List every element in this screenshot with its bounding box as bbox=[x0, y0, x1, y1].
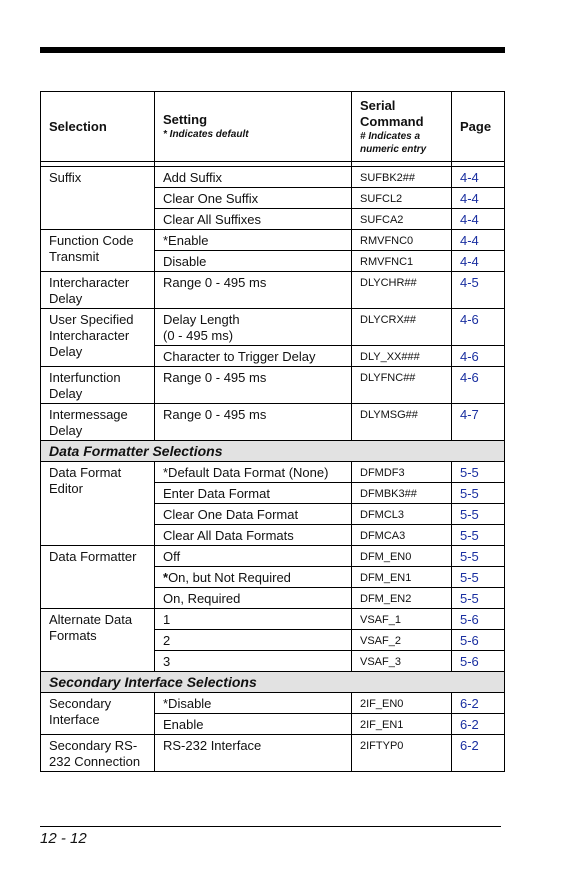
setting-line: Delay Length bbox=[163, 312, 240, 327]
command-cell: SUFCA2 bbox=[352, 209, 452, 230]
selection-cell: Intermessage Delay bbox=[41, 404, 155, 441]
command-cell: DLYCRX## bbox=[352, 309, 452, 346]
page-link[interactable]: 5-5 bbox=[452, 588, 505, 609]
setting-cell: Clear One Suffix bbox=[155, 188, 352, 209]
header-command-line1: Serial bbox=[360, 97, 396, 113]
table-row bbox=[41, 404, 505, 441]
default-marker: * bbox=[163, 570, 169, 585]
selection-cell: Data Formatter bbox=[41, 546, 155, 609]
selection-cell: Secondary Interface bbox=[41, 693, 155, 735]
serial-command-table bbox=[40, 91, 505, 772]
header-setting bbox=[155, 92, 352, 162]
command-cell: VSAF_3 bbox=[352, 651, 452, 672]
selection-cell: Function Code Transmit bbox=[41, 230, 155, 272]
header-page: Page bbox=[452, 92, 505, 162]
setting-cell: 3 bbox=[155, 651, 352, 672]
setting-cell: RS-232 Interface bbox=[155, 735, 352, 772]
table-row bbox=[41, 693, 505, 714]
setting-cell: *Disable bbox=[155, 693, 352, 714]
header-selection: Selection bbox=[41, 92, 155, 162]
command-cell: DLY_XX### bbox=[352, 346, 452, 367]
table-row bbox=[41, 735, 505, 772]
command-cell: VSAF_2 bbox=[352, 630, 452, 651]
command-cell: DFM_EN0 bbox=[352, 546, 452, 567]
section-header-row bbox=[41, 441, 505, 462]
table-row bbox=[41, 230, 505, 251]
page-link[interactable]: 4-6 bbox=[452, 309, 505, 346]
table-header-row bbox=[41, 92, 505, 162]
setting-cell: *Enable bbox=[155, 230, 352, 251]
page-link[interactable]: 4-6 bbox=[452, 367, 505, 404]
page-link[interactable]: 4-6 bbox=[452, 346, 505, 367]
setting-text: On, but Not Required bbox=[168, 570, 291, 585]
setting-cell: Range 0 - 495 ms bbox=[155, 404, 352, 441]
page-link[interactable]: 6-2 bbox=[452, 693, 505, 714]
command-cell: RMVFNC0 bbox=[352, 230, 452, 251]
page-link[interactable]: 4-7 bbox=[452, 404, 505, 441]
command-cell: 2IFTYP0 bbox=[352, 735, 452, 772]
page-link[interactable]: 4-4 bbox=[452, 167, 505, 188]
command-cell: DFM_EN2 bbox=[352, 588, 452, 609]
table-row bbox=[41, 367, 505, 404]
page-link[interactable]: 5-6 bbox=[452, 630, 505, 651]
header-command-line2: Command bbox=[360, 113, 424, 129]
header-setting-label: Setting bbox=[163, 112, 208, 127]
selection-cell: Alternate Data Formats bbox=[41, 609, 155, 672]
top-rule bbox=[40, 47, 505, 53]
selection-cell: Interfunction Delay bbox=[41, 367, 155, 404]
command-cell: DFMCL3 bbox=[352, 504, 452, 525]
table-row bbox=[41, 309, 505, 346]
page-link[interactable]: 6-2 bbox=[452, 714, 505, 735]
page-link[interactable]: 4-5 bbox=[452, 272, 505, 309]
page-link[interactable]: 5-5 bbox=[452, 567, 505, 588]
command-cell: RMVFNC1 bbox=[352, 251, 452, 272]
page-link[interactable]: 4-4 bbox=[452, 209, 505, 230]
command-cell: DLYFNC## bbox=[352, 367, 452, 404]
setting-cell: Range 0 - 495 ms bbox=[155, 367, 352, 404]
section-title: Data Formatter Selections bbox=[41, 441, 505, 462]
page-link[interactable]: 6-2 bbox=[452, 735, 505, 772]
table-row bbox=[41, 462, 505, 483]
page-link[interactable]: 4-4 bbox=[452, 230, 505, 251]
setting-cell: Range 0 - 495 ms bbox=[155, 272, 352, 309]
setting-cell: Clear One Data Format bbox=[155, 504, 352, 525]
page-link[interactable]: 5-6 bbox=[452, 609, 505, 630]
selection-cell: Suffix bbox=[41, 167, 155, 230]
table-row bbox=[41, 609, 505, 630]
command-cell: VSAF_1 bbox=[352, 609, 452, 630]
page-link[interactable]: 5-5 bbox=[452, 483, 505, 504]
selection-cell: Intercharacter Delay bbox=[41, 272, 155, 309]
section-header-row bbox=[41, 672, 505, 693]
command-cell: SUFCL2 bbox=[352, 188, 452, 209]
setting-cell bbox=[155, 567, 352, 588]
command-cell: DFMCA3 bbox=[352, 525, 452, 546]
setting-cell: Character to Trigger Delay bbox=[155, 346, 352, 367]
page-link[interactable]: 5-6 bbox=[452, 651, 505, 672]
command-cell: DLYCHR## bbox=[352, 272, 452, 309]
command-cell: SUFBK2## bbox=[352, 167, 452, 188]
page-link[interactable]: 5-5 bbox=[452, 546, 505, 567]
setting-cell: 1 bbox=[155, 609, 352, 630]
command-cell: DFMBK3## bbox=[352, 483, 452, 504]
command-cell: DFMDF3 bbox=[352, 462, 452, 483]
page-link[interactable]: 5-5 bbox=[452, 462, 505, 483]
setting-cell: Add Suffix bbox=[155, 167, 352, 188]
command-cell: 2IF_EN1 bbox=[352, 714, 452, 735]
setting-cell bbox=[155, 309, 352, 346]
table-row bbox=[41, 167, 505, 188]
selection-cell: Secondary RS-232 Connection bbox=[41, 735, 155, 772]
page-link[interactable]: 5-5 bbox=[452, 504, 505, 525]
header-command bbox=[352, 92, 452, 162]
setting-cell: Clear All Data Formats bbox=[155, 525, 352, 546]
setting-cell: Enable bbox=[155, 714, 352, 735]
page-link[interactable]: 5-5 bbox=[452, 525, 505, 546]
header-command-note: # Indicates a numeric entry bbox=[360, 130, 427, 155]
header-setting-note: * Indicates default bbox=[163, 129, 249, 140]
table-row bbox=[41, 272, 505, 309]
setting-cell: On, Required bbox=[155, 588, 352, 609]
setting-cell: *Default Data Format (None) bbox=[155, 462, 352, 483]
setting-cell: Enter Data Format bbox=[155, 483, 352, 504]
section-title: Secondary Interface Selections bbox=[41, 672, 505, 693]
selection-cell: Data Format Editor bbox=[41, 462, 155, 546]
setting-cell: Clear All Suffixes bbox=[155, 209, 352, 230]
page-link[interactable]: 4-4 bbox=[452, 251, 505, 272]
page-number: 12 - 12 bbox=[40, 830, 87, 847]
setting-cell: 2 bbox=[155, 630, 352, 651]
command-cell: DLYMSG## bbox=[352, 404, 452, 441]
command-cell: 2IF_EN0 bbox=[352, 693, 452, 714]
footer-rule bbox=[40, 826, 501, 827]
selection-cell: User Specified Intercharacter Delay bbox=[41, 309, 155, 367]
command-cell: DFM_EN1 bbox=[352, 567, 452, 588]
setting-cell: Disable bbox=[155, 251, 352, 272]
setting-line: (0 - 495 ms) bbox=[163, 328, 234, 343]
table-row bbox=[41, 546, 505, 567]
setting-cell: Off bbox=[155, 546, 352, 567]
page-link[interactable]: 4-4 bbox=[452, 188, 505, 209]
